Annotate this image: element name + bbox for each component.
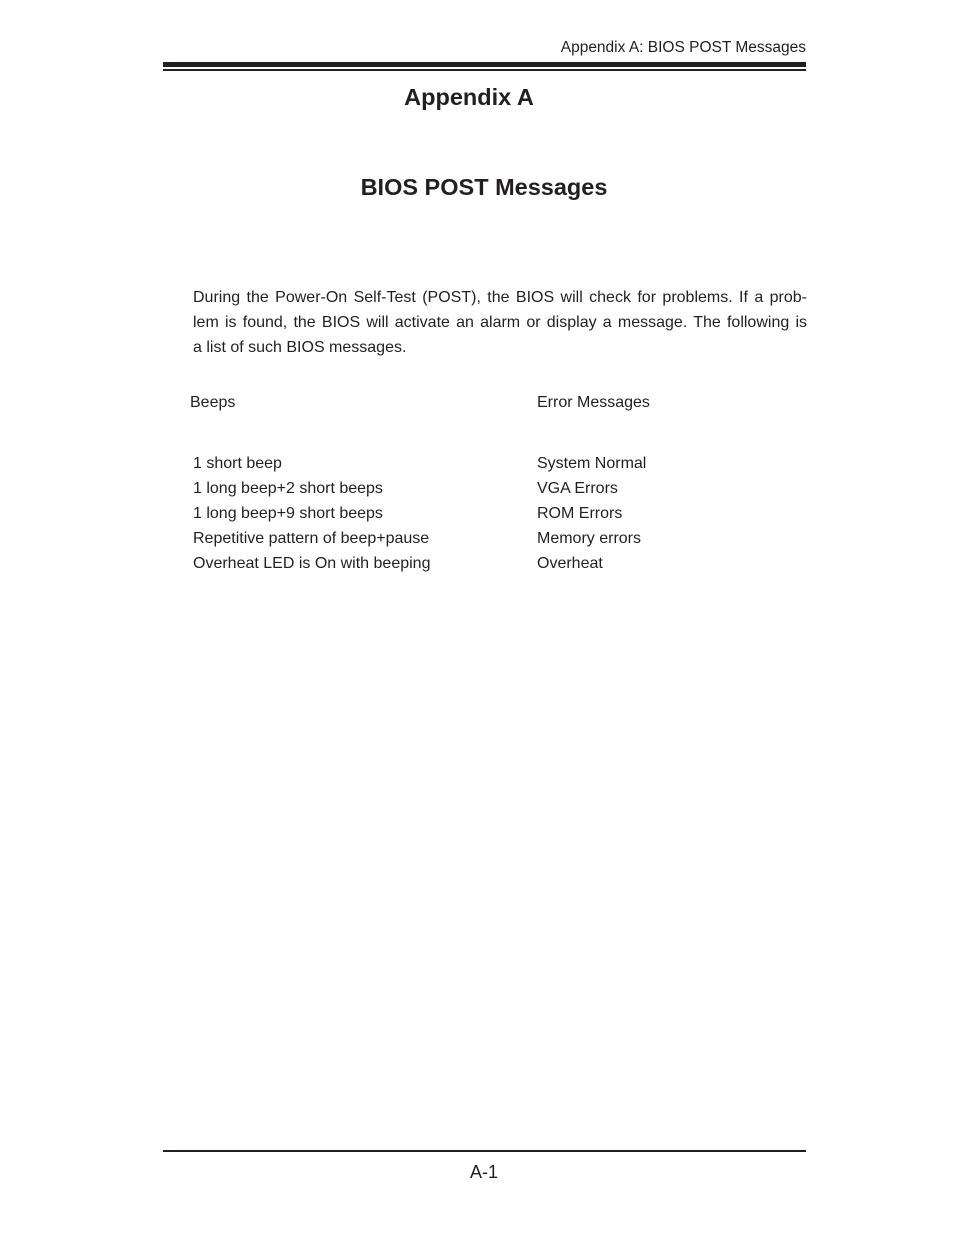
- section-title: BIOS POST Messages: [360, 174, 608, 200]
- table-row: [0, 554, 954, 579]
- intro-line: lem is found, the BIOS will activate an alarm or display a message. The following is: [193, 314, 807, 331]
- intro-line: During the Power-On Self-Test (POST), the BIOS will check for problems. If a prob-: [193, 289, 807, 306]
- beep-cell: Overheat LED is On with beeping: [193, 555, 431, 572]
- error-cell: ROM Errors: [537, 505, 623, 522]
- header-rule-thin: [163, 69, 806, 71]
- beep-cell: 1 short beep: [193, 455, 282, 472]
- header-rule-thick: [163, 62, 806, 67]
- table-row: [0, 529, 954, 554]
- error-cell: Overheat: [537, 555, 603, 572]
- error-cell: System Normal: [537, 455, 647, 472]
- beep-cell: 1 long beep+2 short beeps: [193, 480, 383, 497]
- intro-line: a list of such BIOS messages.: [193, 339, 407, 356]
- appendix-title: Appendix A: [404, 84, 534, 110]
- beep-cell: Repetitive pattern of beep+pause: [193, 530, 430, 547]
- table-row: [0, 504, 954, 529]
- beeps-column-header: Beeps: [190, 394, 236, 411]
- error-messages-column-header: Error Messages: [537, 394, 650, 411]
- beep-code-table: [0, 454, 954, 579]
- error-cell: Memory errors: [537, 530, 642, 547]
- page-number: A-1: [469, 1162, 498, 1182]
- table-row: [0, 454, 954, 479]
- intro-paragraph: [193, 285, 807, 360]
- beep-cell: 1 long beep+9 short beeps: [193, 505, 383, 522]
- running-head: Appendix A: BIOS POST Messages: [560, 39, 806, 56]
- footer-rule: [163, 1150, 806, 1152]
- table-row: [0, 479, 954, 504]
- error-cell: VGA Errors: [537, 480, 618, 497]
